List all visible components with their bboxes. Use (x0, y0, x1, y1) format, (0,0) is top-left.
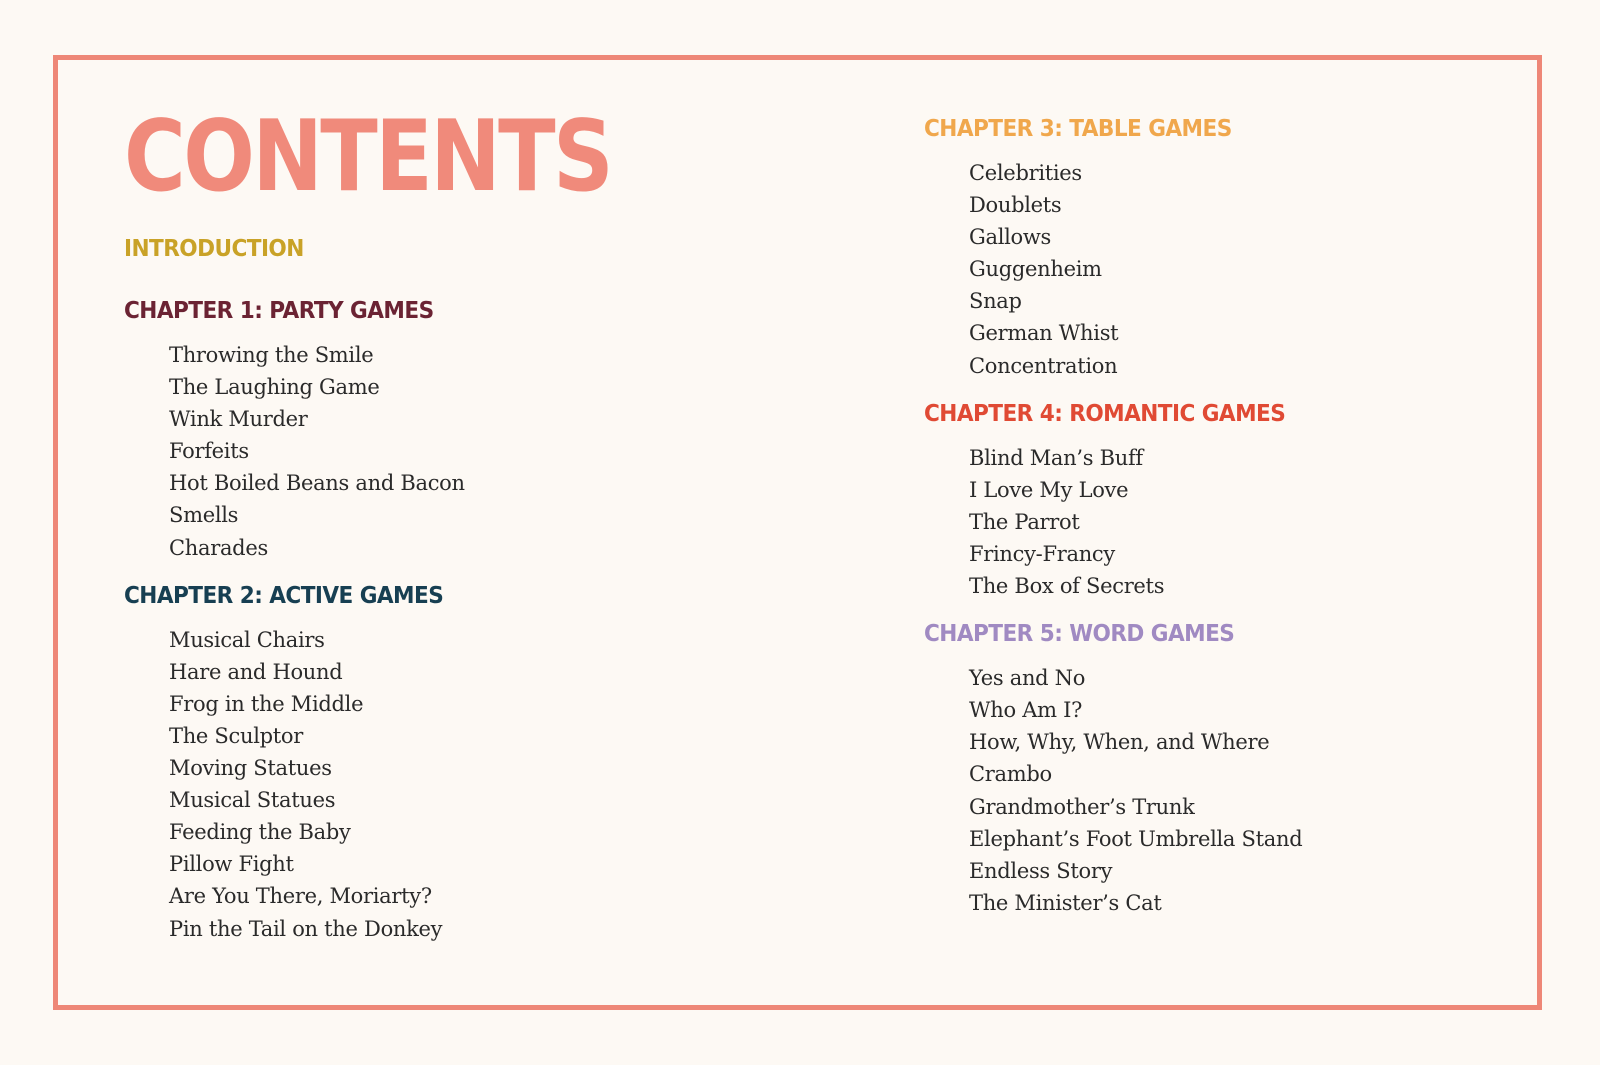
list-item[interactable]: Throwing the Smile (169, 343, 374, 367)
chapter-4-heading[interactable]: CHAPTER 4: ROMANTIC GAMES (924, 400, 1286, 427)
list-item[interactable]: Feeding the Baby (169, 820, 351, 845)
chapter-2-heading[interactable]: CHAPTER 2: ACTIVE GAMES (124, 582, 444, 609)
list-item[interactable]: Blind Man’s Buff (969, 445, 1143, 470)
list-item[interactable]: Grandmother’s Trunk (969, 794, 1195, 819)
list-item[interactable]: Who Am I? (969, 698, 1083, 723)
list-item[interactable]: Forfeits (169, 439, 249, 464)
list-item[interactable]: Wink Murder (169, 407, 308, 432)
chapter-2-list (124, 624, 824, 945)
list-item[interactable]: Crambo (969, 762, 1052, 787)
list-item[interactable]: The Minister’s Cat (969, 890, 1162, 915)
list-item[interactable]: I Love My Love (969, 477, 1129, 502)
list-item[interactable]: Charades (169, 535, 268, 560)
list-item[interactable]: Pin the Tail on the Donkey (169, 916, 443, 941)
chapter-3-heading[interactable]: CHAPTER 3: TABLE GAMES (924, 116, 1232, 142)
list-item[interactable]: Are You There, Moriarty? (169, 884, 432, 909)
chapter-1-list (124, 339, 824, 564)
list-item[interactable]: Musical Statues (169, 788, 336, 813)
list-item[interactable]: Pillow Fight (169, 852, 294, 877)
introduction-heading[interactable]: INTRODUCTION (124, 236, 304, 262)
list-item[interactable]: The Laughing Game (169, 375, 380, 400)
left-column (124, 100, 824, 945)
chapter-5-heading[interactable]: CHAPTER 5: WORD GAMES (924, 621, 1235, 648)
list-item[interactable]: Yes and No (969, 666, 1086, 691)
list-item[interactable]: The Box of Secrets (969, 574, 1165, 599)
list-item[interactable]: Gallows (969, 225, 1052, 250)
list-item[interactable]: Concentration (969, 353, 1118, 378)
list-item[interactable]: Hare and Hound (169, 659, 343, 684)
list-item[interactable]: How, Why, When, and Where (969, 730, 1270, 755)
page-title: CONTENTS (124, 100, 612, 214)
list-item[interactable]: Musical Chairs (169, 627, 325, 652)
list-item[interactable]: German Whist (969, 321, 1119, 346)
chapter-5-list (924, 662, 1564, 919)
list-item[interactable]: Hot Boiled Beans and Bacon (169, 471, 465, 496)
chapter-3-list (924, 157, 1564, 382)
right-column (924, 114, 1564, 919)
list-item[interactable]: Doublets (969, 193, 1062, 218)
list-item[interactable]: Frincy-Francy (969, 541, 1115, 566)
list-item[interactable]: Guggenheim (969, 257, 1102, 282)
list-item[interactable]: Endless Story (969, 858, 1113, 883)
chapter-4-list (924, 442, 1564, 602)
list-item[interactable]: Moving Statues (169, 756, 332, 781)
list-item[interactable]: Celebrities (969, 161, 1082, 185)
list-item[interactable]: Frog in the Middle (169, 691, 364, 716)
list-item[interactable]: Smells (169, 503, 239, 528)
list-item[interactable]: Elephant’s Foot Umbrella Stand (969, 826, 1303, 851)
list-item[interactable]: The Parrot (969, 509, 1080, 534)
list-item[interactable]: The Sculptor (169, 723, 303, 748)
chapter-1-heading[interactable]: CHAPTER 1: PARTY GAMES (124, 298, 434, 324)
list-item[interactable]: Snap (969, 289, 1022, 314)
